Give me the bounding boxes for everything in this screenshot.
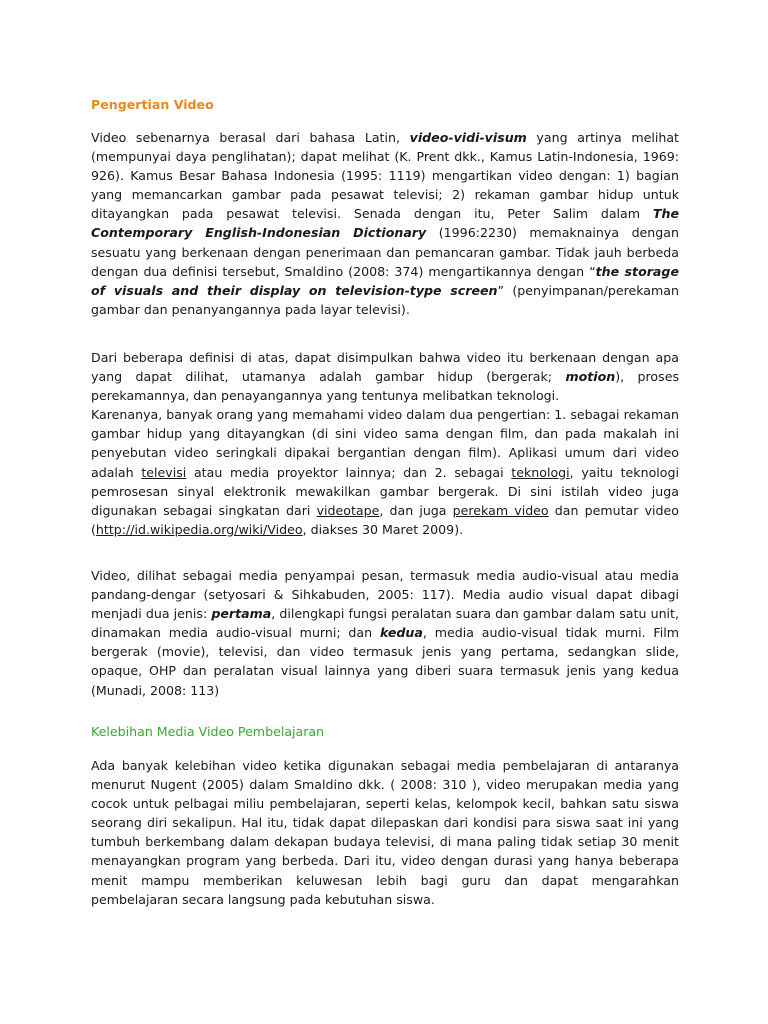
paragraph-definition [91, 128, 679, 319]
paragraph-advantages [91, 756, 679, 909]
text-run: Video sebenarnya berasal dari bahasa Latin, [91, 130, 410, 145]
text-run: Video, dilihat sebagai media penyampai pesan, termasuk media audio-visual atau media pandang-dengar (setyosari & Sihkabuden, 2005: 117). Media audio visual dapat dibagi menjadi dua jenis: [91, 568, 679, 622]
link-videotape[interactable]: videotape [316, 502, 380, 518]
latin-term: video-vidi-visum [409, 130, 527, 145]
text-run: ” (penyimpanan/perekaman gambar dan penanyangannya pada layar televisi). [91, 282, 679, 317]
text-run: Ada banyak kelebihan video ketika digunakan sebagai media pembelajaran di antaranya menurut Nugent (2005) dalam Smaldino dkk. ( 2008: 310 ), video merupakan media yang cocok untuk pelbagai miliu pembelajaran, seperti kelas, kelompok kecil, bahkan satu siswa seorang diri sekalipun. Hal itu, tidak dapat dilepaskan dari kondisi para siswa saat ini yang tumbuh berkembang dalam dekapan budaya televisi, di mana paling tidak setiap 30 menit menayangkan program yang berbeda. Dari itu, video dengan durasi yang hanya beberapa menit mampu memberikan keluwesan lebih bagi guru dan dapat mengarahkan pembelajaran secara langsung pada kebutuhan siswa. [91, 758, 679, 907]
link-wikipedia[interactable]: http://id.wikipedia.org/wiki/Video [95, 521, 303, 537]
text-run: ), proses perekamannya, dan penayangannya yang tentunya melibatkan teknologi. [91, 369, 680, 404]
text-run: yang artinya melihat (mempunyai daya penglihatan); dapat melihat (K. Prent dkk., Kamus Latin-Indonesia, 1969: 926). Kamus Besar Bahasa Indonesia (1995: 1119) mengartikan video dengan: 1) bagian yang memancarkan gambar pada pesawat televisi; 2) rekaman gambar hidup untuk ditayangkan pada pesawat televisi. Senada dengan itu, Peter Salim dalam [91, 130, 679, 222]
paragraph-conclusion [91, 348, 679, 539]
text-run: atau media proyektor lainnya; dan 2. sebagai [186, 464, 512, 480]
text-run: dan pemutar video ( [91, 502, 679, 537]
text-run: Dari beberapa definisi di atas, dapat disimpulkan bahwa video itu berkenaan dengan apa yang dapat dilihat, utamanya adalah gambar hidup (bergerak; [91, 350, 679, 385]
text-run: , dan juga [379, 502, 453, 518]
text-run: , media audio-visual tidak murni. Film bergerak (movie), televisi, dan video termasuk jenis yang pertama, sedangkan slide, opaque, OHP dan peralatan visual lainnya yang diberi suara termasuk jenis yang kedua (Munadi, 2008: 113) [91, 625, 679, 698]
link-perekam-video[interactable]: perekam video [452, 502, 549, 518]
term-kedua: kedua [379, 625, 423, 641]
smaldino-quote: the storage of visuals and their display on television-type screen [91, 263, 679, 298]
paragraph-media-types [91, 566, 679, 700]
text-run: , dilengkapi fungsi peralatan suara dan gambar dalam satu unit, dinamakan media audio-visual murni; dan [91, 606, 679, 641]
text-run: , yaitu teknologi pemrosesan sinyal elektronik mewakilkan gambar bergerak. Di sini istilah video juga digunakan sebagai singkatan dari [91, 464, 679, 518]
dictionary-title: The Contemporary English-Indonesian Dictionary [91, 206, 679, 241]
text-run: , diakses 30 Maret 2009). [302, 521, 464, 537]
text-run: Karenanya, banyak orang yang memahami video dalam dua pengertian: 1. sebagai rekaman gambar hidup yang ditayangkan (di sini video sama dengan film, dan pada makalah ini penyebutan video seringkali dipakai bergantian dengan film). Aplikasi umum dari video adalah [91, 407, 679, 480]
heading-pengertian-video: Pengertian Video [91, 97, 214, 112]
link-teknologi[interactable]: teknologi [511, 464, 570, 480]
heading-kelebihan: Kelebihan Media Video Pembelajaran [91, 724, 325, 739]
term-pertama: pertama [211, 606, 272, 622]
motion-term: motion [565, 369, 616, 385]
link-televisi[interactable]: televisi [141, 464, 187, 480]
text-run: (1996:2230) memaknainya dengan sesuatu yang berkenaan dengan penerimaan dan pemancaran gambar. Tidak jauh berbeda dengan dua definisi tersebut, Smaldino (2008: 374) mengartikannya dengan “ [91, 225, 679, 279]
